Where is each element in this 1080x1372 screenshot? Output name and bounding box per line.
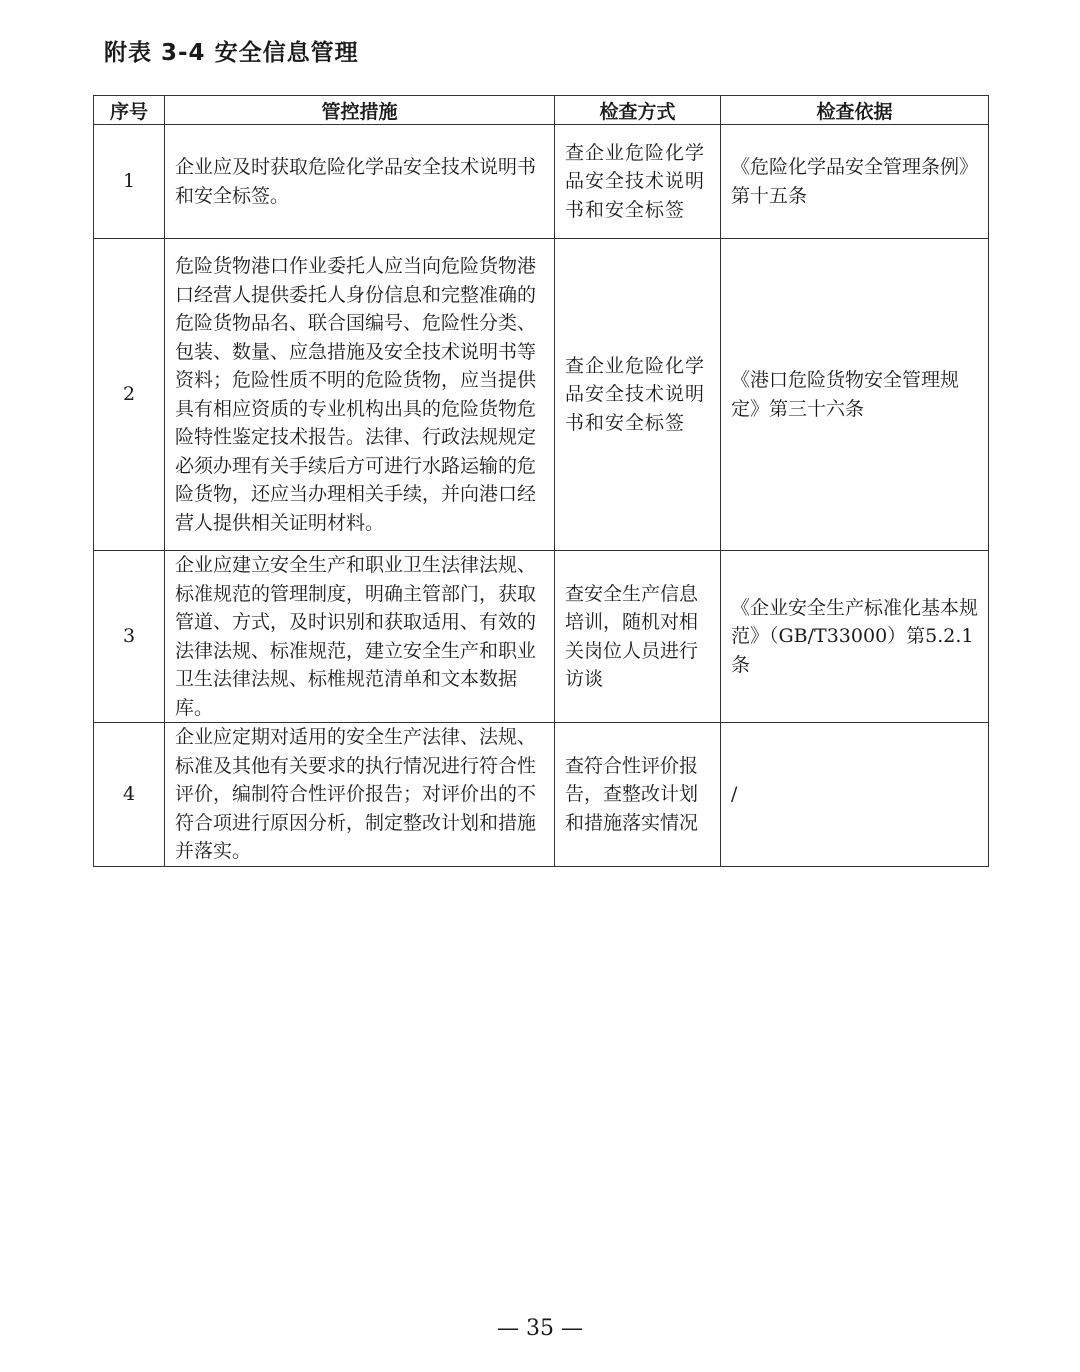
row-measure: 企业应定期对适用的安全生产法律、法规、标准及其他有关要求的执行情况进行符合性评价，编制符合性评价报告；对评价出的不符合项进行原因分析，制定整改计划和措施并落实。 bbox=[165, 723, 555, 867]
row-measure: 危险货物港口作业委托人应当向危险货物港口经营人提供委托人身份信息和完整准确的危险货物品名、联合国编号、危险性分类、包装、数量、应急措施及安全技术说明书等资料；危险性质不明的危险货物，应当提供具有相应资质的专业机构出具的危险货物危险特性鉴定技术报告。法律、行政法规规定必须办理有关手续后方可进行水路运输的危险货物，还应当办理相关手续，并向港口经营人提供相关证明材料。 bbox=[165, 239, 555, 551]
row-basis: 《企业安全生产标准化基本规范》（GB/T33000）第5.2.1条 bbox=[721, 551, 989, 723]
row-seq: 1 bbox=[94, 125, 165, 239]
header-basis: 检查依据 bbox=[721, 96, 989, 125]
table-row bbox=[94, 723, 989, 867]
row-method: 查企业危险化学品安全技术说明书和安全标签 bbox=[555, 239, 721, 551]
table-header-row bbox=[94, 96, 989, 125]
header-seq: 序号 bbox=[94, 96, 165, 125]
row-basis: / bbox=[721, 723, 989, 867]
row-seq: 3 bbox=[94, 551, 165, 723]
header-measure: 管控措施 bbox=[165, 96, 555, 125]
row-basis: 《港口危险货物安全管理规定》第三十六条 bbox=[721, 239, 989, 551]
safety-info-table bbox=[93, 95, 989, 867]
table-row bbox=[94, 125, 989, 239]
table-row bbox=[94, 239, 989, 551]
table-row bbox=[94, 551, 989, 723]
row-basis: 《危险化学品安全管理条例》第十五条 bbox=[721, 125, 989, 239]
row-seq: 4 bbox=[94, 723, 165, 867]
page-title: 附表 3-4 安全信息管理 bbox=[104, 40, 359, 66]
row-measure: 企业应及时获取危险化学品安全技术说明书和安全标签。 bbox=[165, 125, 555, 239]
row-method: 查安全生产信息培训，随机对相关岗位人员进行访谈 bbox=[555, 551, 721, 723]
page-number: — 35 — bbox=[497, 1316, 583, 1341]
row-seq: 2 bbox=[94, 239, 165, 551]
row-method: 查企业危险化学品安全技术说明书和安全标签 bbox=[555, 125, 721, 239]
row-measure: 企业应建立安全生产和职业卫生法律法规、标准规范的管理制度，明确主管部门，获取管道、方式，及时识别和获取适用、有效的法律法规、标准规范，建立安全生产和职业卫生法律法规、标椎规范清单和文本数据库。 bbox=[165, 551, 555, 723]
header-method: 检查方式 bbox=[555, 96, 721, 125]
row-method: 查符合性评价报告，查整改计划和措施落实情况 bbox=[555, 723, 721, 867]
